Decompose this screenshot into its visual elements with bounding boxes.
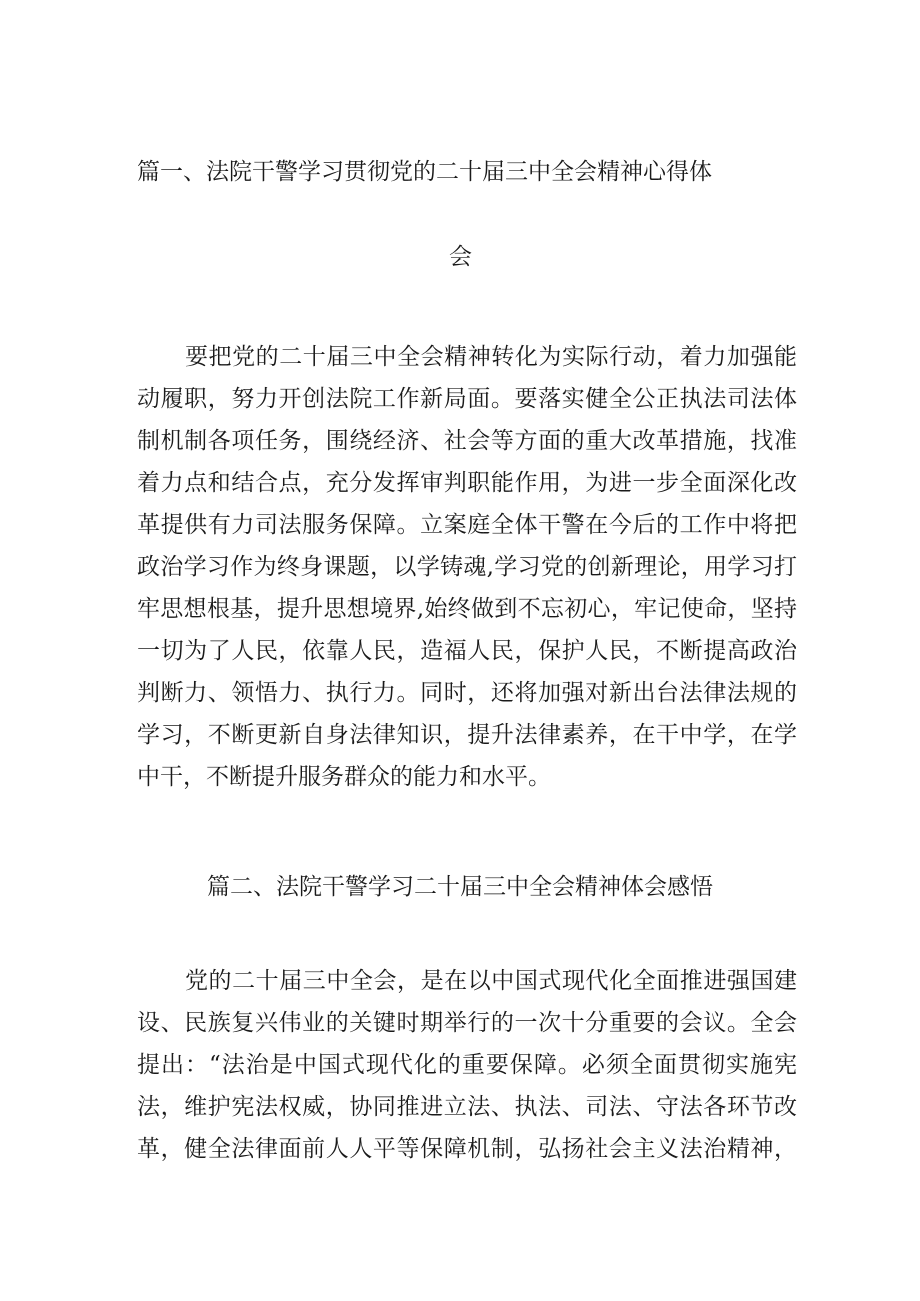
paragraph-line: 设、民族复兴伟业的关键时期举行的一次十分重要的会议。全会 bbox=[137, 1010, 797, 1036]
paragraph-line: 革提供有力司法服务保障。立案庭全体干警在今后的工作中将把 bbox=[137, 512, 797, 538]
section-2-title: 篇二、法院干警学习二十届三中全会精神体会感悟 bbox=[207, 874, 713, 900]
paragraph-line: 制机制各项任务，围绕经济、社会等方面的重大改革措施，找准 bbox=[137, 428, 797, 454]
paragraph-line: 一切为了人民，依靠人民，造福人民，保护人民，不断提高政治 bbox=[137, 638, 797, 664]
paragraph-line: 牢思想根基，提升思想境界,始终做到不忘初心，牢记使命，坚持 bbox=[137, 596, 797, 622]
paragraph-line: 中干，不断提升服务群众的能力和水平。 bbox=[137, 764, 551, 790]
paragraph-line: 动履职，努力开创法院工作新局面。要落实健全公正执法司法体 bbox=[137, 386, 797, 412]
paragraph-line: 提出：“法治是中国式现代化的重要保障。必须全面贯彻实施宪 bbox=[137, 1052, 797, 1078]
paragraph-line: 法，维护宪法权威，协同推进立法、执法、司法、守法各环节改 bbox=[137, 1094, 797, 1120]
section-1-paragraph bbox=[137, 336, 797, 798]
paragraph-line: 要把党的二十届三中全会精神转化为实际行动，着力加强能 bbox=[185, 344, 797, 370]
paragraph-line: 党的二十届三中全会，是在以中国式现代化全面推进强国建 bbox=[185, 968, 797, 994]
section-2-paragraph bbox=[137, 960, 797, 1170]
paragraph-line: 革，健全法律面前人人平等保障机制，弘扬社会主义法治精神， bbox=[137, 1136, 797, 1162]
section-1-title: 篇一、法院干警学习贯彻党的二十届三中全会精神心得体 bbox=[137, 159, 712, 185]
paragraph-line: 政治学习作为终身课题，以学铸魂,学习党的创新理论，用学习打 bbox=[137, 554, 797, 580]
paragraph-line: 判断力、领悟力、执行力。同时，还将加强对新出台法律法规的 bbox=[137, 680, 797, 706]
section-1-title-continued: 会 bbox=[449, 244, 472, 270]
paragraph-line: 学习，不断更新自身法律知识，提升法律素养，在干中学，在学 bbox=[137, 722, 797, 748]
paragraph-line: 着力点和结合点，充分发挥审判职能作用，为进一步全面深化改 bbox=[137, 470, 797, 496]
